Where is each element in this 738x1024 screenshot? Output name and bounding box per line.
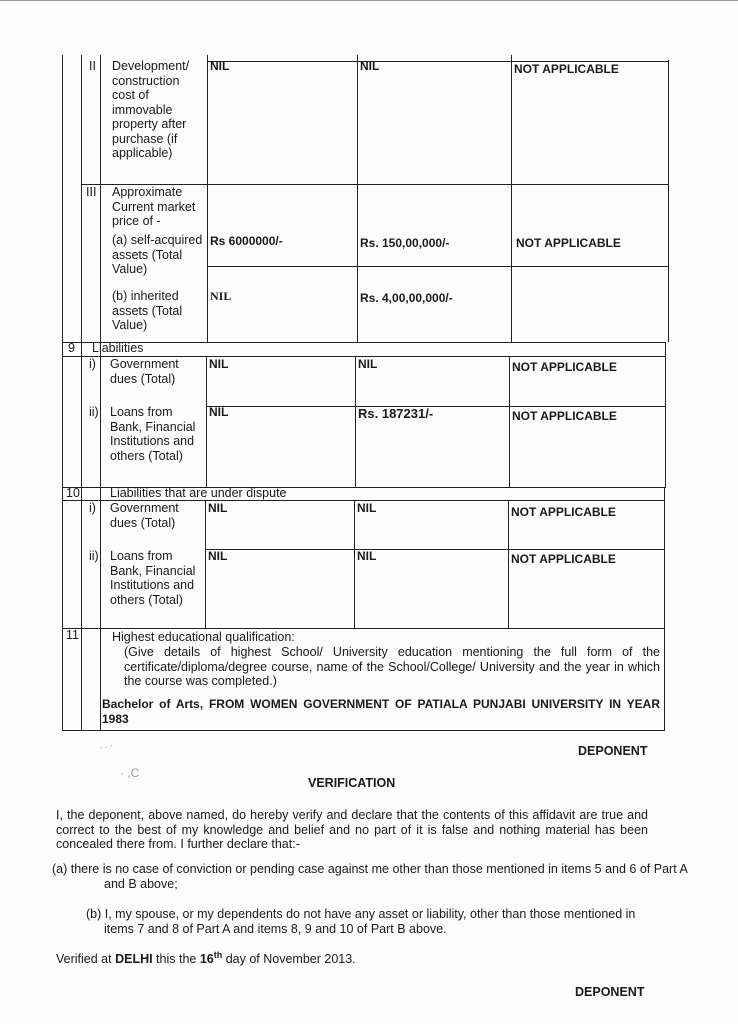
- scan-speck: · ,C: [120, 766, 140, 780]
- table-col-divider: [354, 500, 355, 628]
- row-label: Government dues (Total): [110, 357, 179, 386]
- cell-value: Rs 6000000/-: [210, 234, 283, 248]
- cell-value: NIL: [357, 549, 377, 563]
- cell-value: NOT APPLICABLE: [511, 552, 616, 566]
- deponent-label: DEPONENT: [575, 985, 645, 999]
- row-line: [62, 628, 665, 629]
- verified-line: [56, 948, 356, 967]
- cell-value: NOT APPLICABLE: [512, 409, 617, 423]
- verification-heading: VERIFICATION: [308, 776, 396, 790]
- table-border-right: [664, 487, 665, 730]
- row-sublabel: (a) self-acquired assets (Total Value): [112, 233, 203, 276]
- cell-value: NOT APPLICABLE: [511, 505, 616, 519]
- table-col-divider: [511, 55, 512, 342]
- table-col-divider: [206, 356, 207, 487]
- cell-value: NIL: [208, 501, 228, 515]
- cell-value: NIL: [357, 501, 377, 515]
- verified-rest: day of November 2013.: [222, 952, 356, 967]
- cell-value: NIL: [210, 289, 232, 303]
- section-number: 9: [68, 341, 75, 355]
- table-col-divider: [205, 500, 206, 628]
- verified-place: DELHI: [115, 952, 153, 967]
- cell-value: NIL: [360, 59, 380, 73]
- section-instructions: (Give details of highest School/ University education mentioning the full form of the certificate/diploma/degree course, name of the School/College/ University and the year in which the course was completed.): [124, 645, 660, 688]
- row-number: ii): [89, 549, 99, 563]
- row-number: ii): [89, 405, 99, 419]
- row-line: [205, 549, 665, 550]
- row-number: i): [89, 501, 96, 515]
- row-label: Development/ construction cost of immovable property after purchase (if applicable): [112, 59, 190, 160]
- cell-value: NIL: [210, 59, 230, 73]
- row-label: Loans from Bank, Financial Institutions and others (Total): [110, 549, 196, 607]
- table-col-divider: [509, 356, 510, 487]
- table-col-divider: [357, 55, 358, 342]
- verified-day: 16: [199, 952, 214, 967]
- cell-value: NOT APPLICABLE: [514, 62, 619, 76]
- cell-value: Rs. 187231/-: [358, 406, 434, 421]
- declaration-item-a: (a) there is no case of conviction or pending case against me other than those mentioned in items 5 and 6 of Part A and B above;: [52, 862, 688, 891]
- row-line: [62, 342, 666, 343]
- section-title: Liabilities: [92, 341, 144, 355]
- row-number: i): [89, 357, 96, 371]
- section-title: Liabilities that are under dispute: [110, 486, 287, 500]
- section-number: 11: [66, 628, 79, 642]
- qualification-answer: Bachelor of Arts, FROM WOMEN GOVERNMENT OF PATIALA PUNJABI UNIVERSITY IN YEAR 1983: [102, 697, 660, 726]
- table-col-divider: [207, 55, 208, 342]
- verification-paragraph: I, the deponent, above named, do hereby verify and declare that the contents of this affidavit are true and correct to the best of my knowledge and belief and no part of it is false and nothing material has been concealed there from. I further declare that:-: [56, 808, 648, 851]
- cell-value: Rs. 150,00,000/-: [360, 236, 450, 250]
- table-border-right: [668, 60, 669, 342]
- cell-value: NIL: [209, 405, 229, 419]
- verified-mid: this the: [152, 952, 200, 967]
- cell-value: Rs. 4,00,00,000/-: [360, 291, 453, 305]
- table-border-right: [665, 342, 666, 487]
- verified-prefix: Verified at: [56, 952, 116, 967]
- page-top-edge: [0, 0, 738, 1]
- row-number: II: [89, 59, 96, 73]
- row-sublabel: (b) inherited assets (Total Value): [112, 289, 183, 332]
- row-label: Loans from Bank, Financial Institutions and others (Total): [110, 405, 196, 463]
- cell-value: NOT APPLICABLE: [516, 236, 621, 250]
- section-number: 10: [66, 486, 80, 500]
- row-line: [207, 406, 666, 407]
- cell-value: NOT APPLICABLE: [512, 360, 617, 374]
- table-border-bottom: [62, 730, 665, 731]
- row-number: III: [86, 185, 97, 199]
- row-label: Approximate Current market price of -: [112, 185, 196, 228]
- cell-value: NIL: [209, 357, 229, 371]
- table-col-divider: [355, 356, 356, 487]
- row-line: [207, 266, 668, 267]
- section-title: Highest educational qualification:: [112, 630, 295, 644]
- deponent-label: DEPONENT: [578, 744, 648, 758]
- declaration-item-b: (b) I, my spouse, or my dependents do not have any asset or liability, other than those mentioned in items 7 and 8 of Part A and items 8, 9 and 10 of Part B above.: [86, 907, 636, 936]
- row-label: Government dues (Total): [110, 501, 179, 530]
- scan-speck: . . ·: [100, 740, 113, 750]
- cell-value: NIL: [208, 549, 228, 563]
- table-col-divider: [508, 500, 509, 628]
- cell-value: NIL: [358, 357, 378, 371]
- verified-day-suffix: th: [213, 950, 223, 960]
